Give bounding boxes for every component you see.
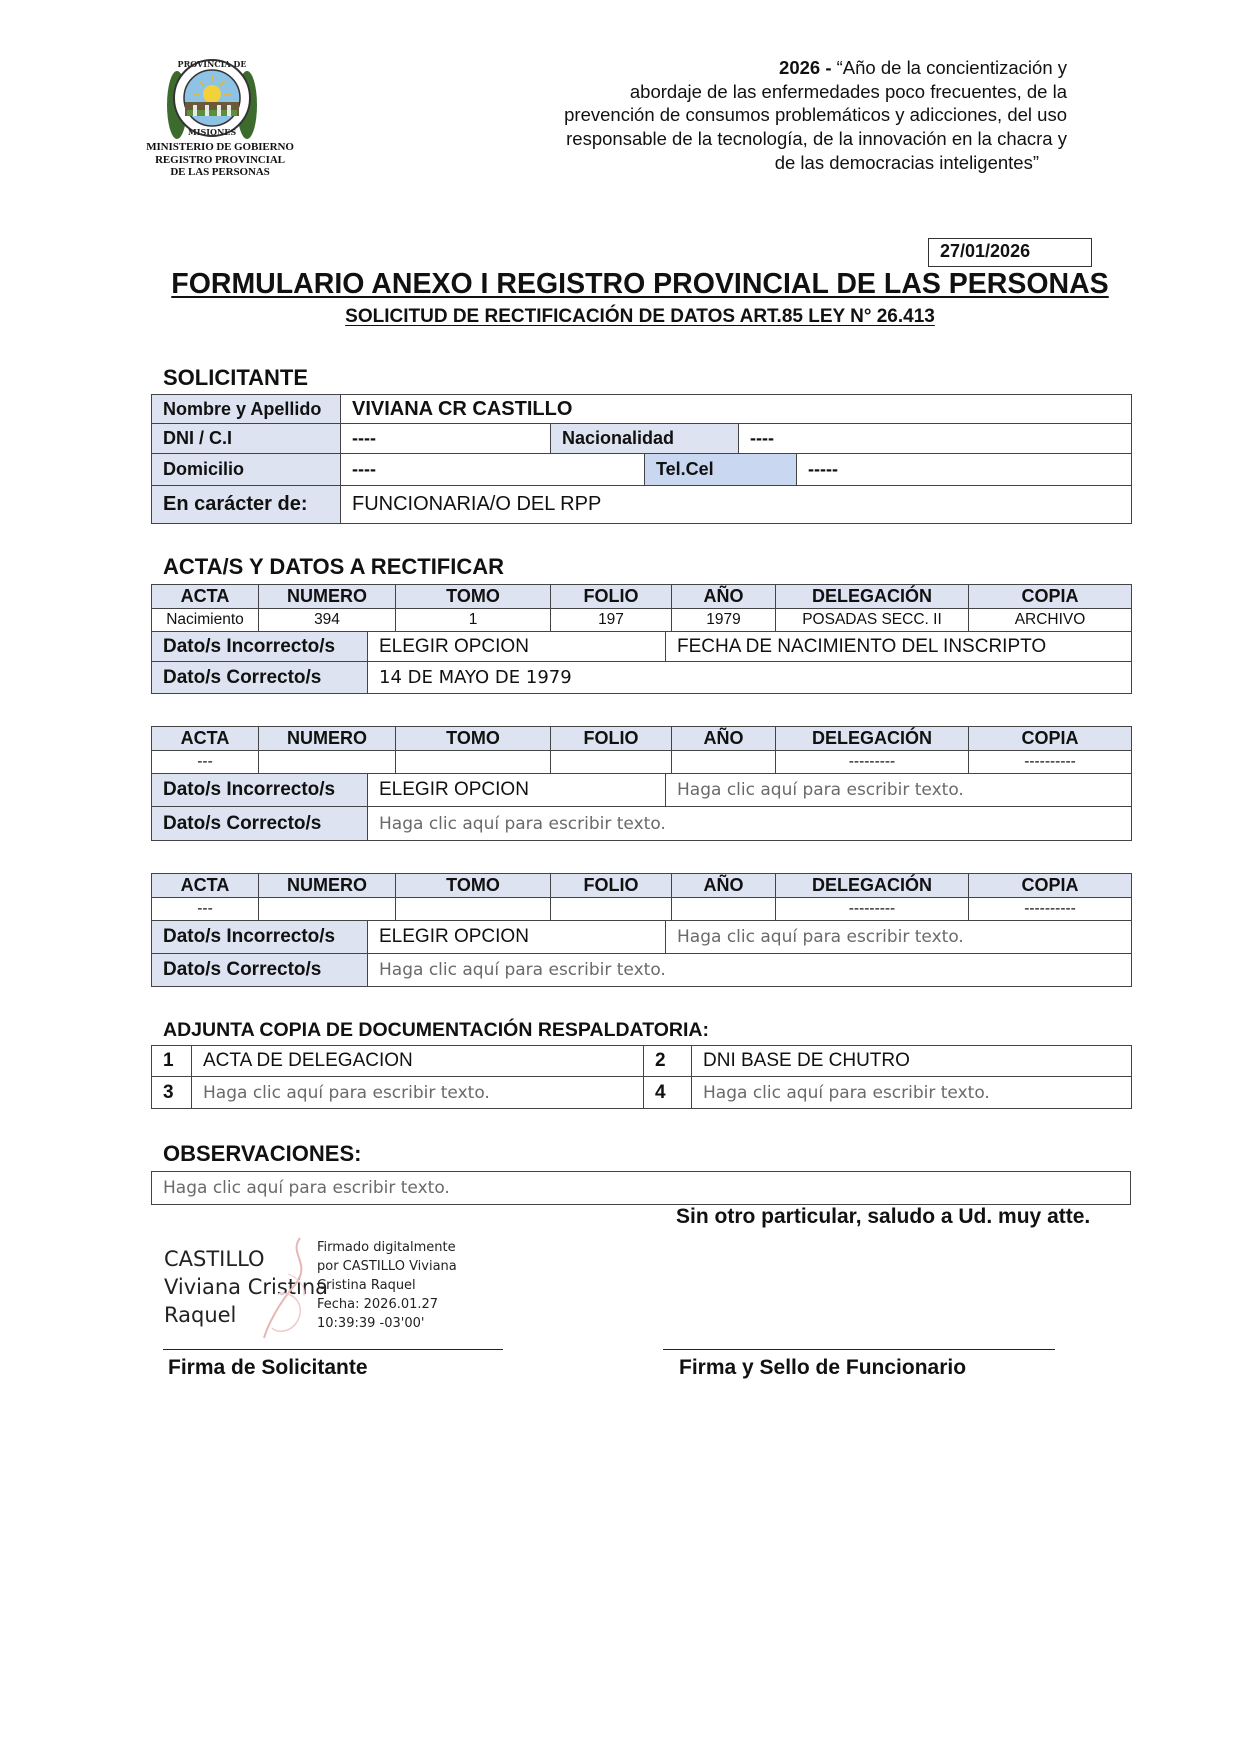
header-numero: NUMERO [259, 585, 396, 609]
domicilio-label: Domicilio [152, 454, 341, 486]
header-copia: COPIA [969, 727, 1132, 751]
copia-cell[interactable]: ---------- [969, 898, 1132, 921]
svg-text:MISIONES: MISIONES [187, 127, 237, 137]
incorrect-option-select[interactable]: ELEGIR OPCION [368, 774, 666, 807]
nombre-field[interactable]: VIVIANA CR CASTILLO [341, 395, 1132, 424]
header-delegacion: DELEGACIÓN [776, 585, 969, 609]
header-folio: FOLIO [551, 727, 672, 751]
anio-cell[interactable] [672, 898, 776, 921]
numero-cell[interactable] [259, 898, 396, 921]
header-folio: FOLIO [551, 585, 672, 609]
header-tomo: TOMO [396, 585, 551, 609]
adjunta-field-4[interactable]: Haga clic aquí para escribir texto. [692, 1077, 1132, 1109]
incorrect-label: Dato/s Incorrecto/s [152, 921, 368, 954]
correct-label: Dato/s Correcto/s [152, 954, 368, 987]
nacionalidad-field[interactable]: ---- [739, 424, 1132, 454]
observaciones-field[interactable]: Haga clic aquí para escribir texto. [152, 1172, 1131, 1205]
caracter-field[interactable]: FUNCIONARIA/O DEL RPP [341, 486, 1132, 524]
folio-cell[interactable] [551, 898, 672, 921]
acta-table-1 [151, 584, 1132, 632]
delegacion-cell[interactable]: --------- [776, 751, 969, 774]
adjunta-num: 3 [152, 1077, 192, 1109]
observaciones-heading: OBSERVACIONES: [163, 1141, 362, 1166]
svg-text:PROVINCIA DE: PROVINCIA DE [177, 59, 247, 69]
form-subtitle: SOLICITUD DE RECTIFICACIÓN DE DATOS ART.85 LEY N° 26.413 [345, 306, 935, 327]
adjunta-field-2[interactable]: DNI BASE DE CHUTRO [692, 1046, 1132, 1077]
incorrect-value-field[interactable]: Haga clic aquí para escribir texto. [666, 921, 1132, 954]
folio-cell[interactable] [551, 751, 672, 774]
correct-label: Dato/s Correcto/s [152, 662, 368, 694]
ministry-name: MINISTERIO DE GOBIERNO REGISTRO PROVINCIAL DE LAS PERSONAS [146, 141, 294, 178]
anio-cell[interactable] [672, 751, 776, 774]
header-acta: ACTA [152, 874, 259, 898]
header-numero: NUMERO [259, 727, 396, 751]
numero-cell[interactable]: 394 [259, 609, 396, 632]
header-acta: ACTA [152, 727, 259, 751]
header-anio: AÑO [672, 874, 776, 898]
incorrect-label: Dato/s Incorrecto/s [152, 774, 368, 807]
signature-line-solicitante [163, 1349, 503, 1350]
delegacion-cell[interactable]: POSADAS SECC. II [776, 609, 969, 632]
form-title: FORMULARIO ANEXO I REGISTRO PROVINCIAL DE LAS PERSONAS [171, 268, 1109, 300]
header-numero: NUMERO [259, 874, 396, 898]
signature-stamp-icon [258, 1234, 320, 1342]
adjunta-table [151, 1045, 1132, 1109]
solicitante-table [151, 394, 1132, 524]
anio-cell[interactable]: 1979 [672, 609, 776, 632]
adjunta-num: 1 [152, 1046, 192, 1077]
incorrect-option-select[interactable]: ELEGIR OPCION [368, 632, 666, 662]
header-anio: AÑO [672, 585, 776, 609]
tomo-cell[interactable] [396, 751, 551, 774]
adjunta-field-3[interactable]: Haga clic aquí para escribir texto. [192, 1077, 644, 1109]
tel-label: Tel.Cel [645, 454, 797, 486]
acta-table-3 [151, 873, 1132, 921]
caracter-label: En carácter de: [152, 486, 341, 524]
acta-type-cell[interactable]: --- [152, 751, 259, 774]
incorrect-option-select[interactable]: ELEGIR OPCION [368, 921, 666, 954]
header-anio: AÑO [672, 727, 776, 751]
correct-value-field[interactable]: Haga clic aquí para escribir texto. [368, 807, 1132, 841]
firma-funcionario-caption: Firma y Sello de Funcionario [679, 1356, 967, 1379]
header-copia: COPIA [969, 585, 1132, 609]
nombre-label: Nombre y Apellido [152, 395, 341, 424]
dni-field[interactable]: ---- [341, 424, 551, 454]
datos-table-1 [151, 631, 1132, 694]
numero-cell[interactable] [259, 751, 396, 774]
copia-cell[interactable]: ---------- [969, 751, 1132, 774]
adjunta-field-1[interactable]: ACTA DE DELEGACION [192, 1046, 644, 1077]
nacionalidad-label: Nacionalidad [551, 424, 739, 454]
delegacion-cell[interactable]: --------- [776, 898, 969, 921]
tomo-cell[interactable] [396, 898, 551, 921]
incorrect-label: Dato/s Incorrecto/s [152, 632, 368, 662]
header-folio: FOLIO [551, 874, 672, 898]
header-tomo: TOMO [396, 727, 551, 751]
adjunta-heading: ADJUNTA COPIA DE DOCUMENTACIÓN RESPALDATORIA: [163, 1019, 709, 1041]
acta-type-cell[interactable]: --- [152, 898, 259, 921]
incorrect-value-field[interactable]: FECHA DE NACIMIENTO DEL INSCRIPTO [666, 632, 1132, 662]
header-acta: ACTA [152, 585, 259, 609]
actas-heading: ACTA/S Y DATOS A RECTIFICAR [163, 554, 505, 579]
year-slogan: 2026 - “Año de la concientización y abordaje de las enfermedades poco frecuentes, de la prevención de consumos problemáticos y adicciones, del uso responsable de la tecnología, de la innovación en la chacra y de las democracias inteligentes” [564, 57, 1067, 173]
incorrect-value-field[interactable]: Haga clic aquí para escribir texto. [666, 774, 1132, 807]
solicitante-heading: SOLICITANTE [163, 365, 309, 390]
acta-table-2 [151, 726, 1132, 774]
correct-label: Dato/s Correcto/s [152, 807, 368, 841]
tel-field[interactable]: ----- [797, 454, 1132, 486]
adjunta-num: 2 [644, 1046, 692, 1077]
datos-table-2 [151, 773, 1132, 841]
observaciones-table [151, 1171, 1131, 1205]
signature-line-funcionario [663, 1349, 1055, 1350]
tomo-cell[interactable]: 1 [396, 609, 551, 632]
header-copia: COPIA [969, 874, 1132, 898]
header-tomo: TOMO [396, 874, 551, 898]
header-delegacion: DELEGACIÓN [776, 727, 969, 751]
firma-solicitante-caption: Firma de Solicitante [168, 1356, 368, 1379]
signature-name: CASTILLO Viviana Cristina Raquel [164, 1247, 329, 1327]
datos-table-3 [151, 920, 1132, 987]
copia-cell[interactable]: ARCHIVO [969, 609, 1132, 632]
correct-value-field[interactable]: 14 DE MAYO DE 1979 [368, 662, 1132, 694]
date-field[interactable]: 27/01/2026 [928, 238, 1092, 267]
province-crest-logo [163, 50, 261, 150]
dni-label: DNI / C.I [152, 424, 341, 454]
folio-cell[interactable]: 197 [551, 609, 672, 632]
adjunta-num: 4 [644, 1077, 692, 1109]
signature-metadata: Firmado digitalmente por CASTILLO Viviana Cristina Raquel Fecha: 2026.01.27 10:39:39 -03'00' [317, 1240, 457, 1331]
acta-type-cell[interactable]: Nacimiento [152, 609, 259, 632]
closing-text: Sin otro particular, saludo a Ud. muy atte. [676, 1205, 1091, 1228]
correct-value-field[interactable]: Haga clic aquí para escribir texto. [368, 954, 1132, 987]
header-delegacion: DELEGACIÓN [776, 874, 969, 898]
domicilio-field[interactable]: ---- [341, 454, 645, 486]
